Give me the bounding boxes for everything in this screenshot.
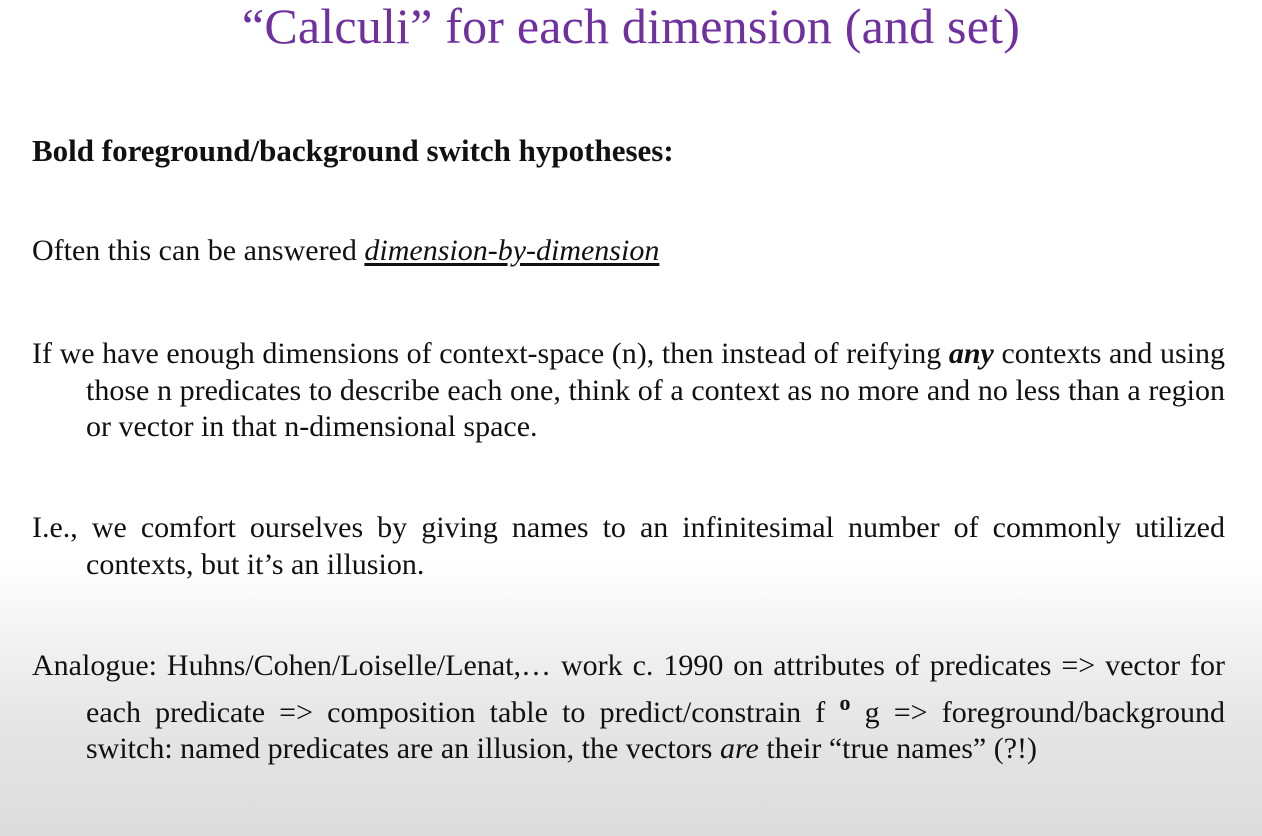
paragraph-analogue-after: their “true names” (?!) — [758, 732, 1038, 766]
paragraph-dimension — [32, 233, 1225, 270]
paragraph-dimension-text: Often this can be answered — [32, 234, 365, 267]
slide-title: “Calculi” for each dimension (and set) — [241, 0, 1021, 54]
paragraph-context-space-after: contexts and using those n predicates to describe each one, think of a context as no more and no less than a region or vector in that n-dimensional space. — [86, 337, 1225, 443]
composition-symbol: o — [839, 689, 851, 715]
emphasis-dimension-by-dimension: dimension-by-dimension — [364, 234, 660, 267]
paragraph-illusion: I.e., we comfort ourselves by giving names to an infinitesimal number of commonly utilized contexts, but it’s an illusion. — [32, 511, 1225, 581]
paragraph-analogue-middle: g => foreground/background switch: named predicates are an illusion, the vectors — [86, 695, 1225, 766]
paragraph-context-space-before: If we have enough dimensions of context-space (n), then instead of reifying — [32, 337, 949, 370]
paragraph-analogue-before: Analogue: Huhns/Cohen/Loiselle/Lenat,… work c. 1990 on attributes of predicates => vector for each predicate => composition table to predict/constrain f — [32, 649, 1225, 729]
emphasis-any: any — [948, 337, 994, 370]
emphasis-are: are — [719, 732, 759, 766]
paragraph-context-space — [32, 336, 1225, 446]
section-heading: Bold foreground/background switch hypotheses: — [32, 133, 674, 168]
paragraph-analogue — [32, 648, 1225, 768]
